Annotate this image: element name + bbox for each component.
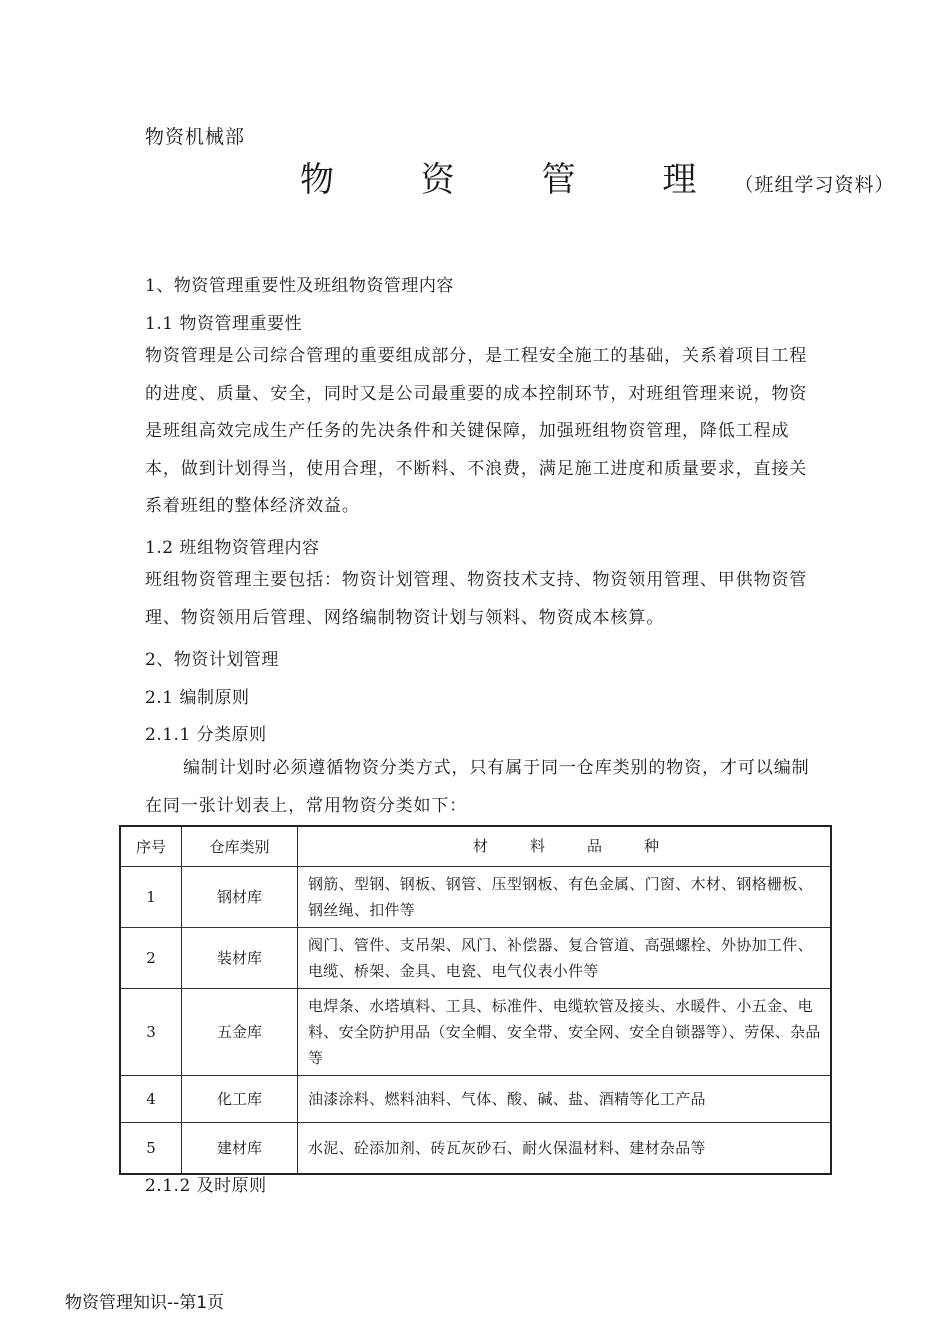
- row-materials: 阀门、管件、支吊架、风门、补偿器、复合管道、高强螺栓、外协加工件、电缆、桥架、金具、电瓷、电气仪表小件等: [298, 927, 832, 988]
- section-heading-2-1-2: 2.1.2 及时原则: [145, 1176, 267, 1196]
- row-no: 2: [120, 927, 182, 988]
- page-footer: 物资管理知识--第1页: [65, 1293, 225, 1313]
- row-materials: 油漆涂料、燃料油料、气体、酸、碱、盐、酒精等化工产品: [298, 1075, 832, 1122]
- section-heading-1-1: 1.1 物资管理重要性: [145, 314, 302, 334]
- section-heading-1: 1、物资管理重要性及班组物资管理内容: [145, 276, 454, 296]
- header-no: 序号: [120, 826, 182, 866]
- section-heading-1-2: 1.2 班组物资管理内容: [145, 538, 320, 558]
- document-title: [300, 152, 894, 201]
- row-no: 1: [120, 866, 182, 927]
- row-materials: 电焊条、水塔填料、工具、标准件、电缆软管及接头、水暖件、小五金、电料、安全防护用品（安全帽、安全带、安全网、安全自锁器等）、劳保、杂品等: [298, 988, 832, 1075]
- department-label: 物资机械部: [145, 126, 246, 148]
- table-row: [120, 1122, 831, 1174]
- row-category: 建材库: [182, 1122, 298, 1174]
- row-category: 装材库: [182, 927, 298, 988]
- section-heading-2-1: 2.1 编制原则: [145, 688, 250, 708]
- material-classification-table: [119, 825, 832, 1175]
- row-category: 五金库: [182, 988, 298, 1075]
- title-subtitle: （班组学习资料）: [734, 174, 895, 196]
- table-row: [120, 927, 831, 988]
- table-header-row: [120, 826, 831, 866]
- row-category: 化工库: [182, 1075, 298, 1122]
- paragraph-classification: 编制计划时必须遵循物资分类方式，只有属于同一仓库类别的物资，才可以编制在同一张计划表上，常用物资分类如下：: [145, 758, 810, 816]
- row-no: 3: [120, 988, 182, 1075]
- section-heading-2-1-1: 2.1.1 分类原则: [145, 725, 267, 745]
- row-category: 钢材库: [182, 866, 298, 927]
- row-no: 4: [120, 1075, 182, 1122]
- row-materials: 钢筋、型钢、钢板、钢管、压型钢板、有色金属、门窗、木材、钢格栅板、钢丝绳、扣件等: [298, 866, 832, 927]
- header-category: 仓库类别: [182, 826, 298, 866]
- title-main: 物 资 管 理: [300, 160, 735, 200]
- table-row: [120, 1075, 831, 1122]
- header-materials: 材料品种: [298, 826, 832, 866]
- table-row: [120, 988, 831, 1075]
- section-heading-2: 2、物资计划管理: [145, 650, 279, 670]
- table-row: [120, 866, 831, 927]
- row-materials: 水泥、砼添加剂、砖瓦灰砂石、耐火保温材料、建材杂品等: [298, 1122, 832, 1174]
- row-no: 5: [120, 1122, 182, 1174]
- paragraph-importance: 物资管理是公司综合管理的重要组成部分，是工程安全施工的基础，关系着项目工程的进度、质量、安全，同时又是公司最重要的成本控制环节，对班组管理来说，物资是班组高效完成生产任务的先决条件和关键保障，加强班组物资管理，降低工程成本，做到计划得当，使用合理，不断料、不浪费，满足施工进度和质量要求，直接关系着班组的整体经济效益。: [145, 346, 808, 516]
- paragraph-content: 班组物资管理主要包括：物资计划管理、物资技术支持、物资领用管理、甲供物资管理、物资领用后管理、网络编制物资计划与领料、物资成本核算。: [145, 570, 808, 628]
